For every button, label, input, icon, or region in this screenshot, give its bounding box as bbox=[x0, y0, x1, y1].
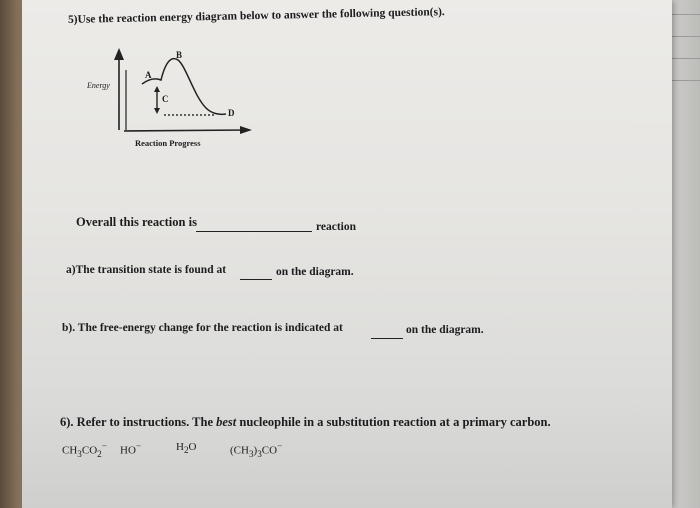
option-1-mid: CO bbox=[81, 444, 98, 457]
overall-reaction-prompt: Overall this reaction is bbox=[76, 215, 197, 229]
progress-axis-arrowhead bbox=[240, 126, 252, 134]
overall-reaction-suffix: reaction bbox=[316, 221, 357, 233]
energy-curve bbox=[142, 59, 226, 115]
question-6-heading-emphasis: best bbox=[216, 415, 237, 429]
option-1-base: CH bbox=[62, 444, 78, 457]
part-b-suffix: on the diagram. bbox=[406, 324, 484, 336]
option-3-sub: 2 bbox=[183, 445, 189, 456]
question-6-heading-end: nucleophile in a substitution reaction at a primary carbon. bbox=[236, 415, 551, 429]
nucleophile-option-acetate[interactable] bbox=[62, 441, 107, 459]
option-4-sub2: 3 bbox=[257, 448, 262, 459]
part-b-blank[interactable] bbox=[371, 338, 403, 339]
point-a-label: A bbox=[145, 70, 152, 80]
nucleophile-option-water[interactable] bbox=[176, 441, 196, 455]
option-2-base: HO bbox=[120, 444, 136, 457]
option-4-sub: 3 bbox=[248, 448, 254, 459]
option-2-charge: − bbox=[135, 441, 142, 451]
option-1-charge: − bbox=[101, 441, 107, 451]
question-5-heading: 5)Use the reaction energy diagram below to answer the following question(s). bbox=[67, 6, 445, 26]
option-4-pre: (CH bbox=[230, 444, 249, 457]
option-4-charge: − bbox=[277, 441, 283, 451]
part-a-prompt: a)The transition state is found at bbox=[66, 264, 227, 276]
point-d-label: D bbox=[228, 108, 235, 118]
overall-reaction-blank[interactable] bbox=[196, 231, 312, 232]
part-a-blank[interactable] bbox=[240, 279, 272, 280]
progress-axis bbox=[124, 130, 248, 131]
part-b-prompt: b). The free-energy change for the reaction is indicated at bbox=[62, 322, 343, 334]
option-1-sub1: 3 bbox=[77, 448, 82, 459]
option-4-end: CO bbox=[261, 444, 278, 457]
option-1-sub2: 2 bbox=[97, 448, 102, 459]
point-c-label: C bbox=[162, 94, 169, 104]
option-4-mid: ) bbox=[253, 444, 258, 457]
nucleophile-option-hydroxide[interactable] bbox=[120, 441, 141, 457]
free-energy-arrowhead-down bbox=[154, 108, 160, 114]
progress-axis-label: Reaction Progress bbox=[135, 138, 201, 148]
option-3-end: O bbox=[188, 441, 197, 453]
question-6-heading-start: 6). Refer to instructions. The bbox=[60, 415, 217, 429]
free-energy-arrowhead-up bbox=[154, 86, 160, 92]
question-6-heading bbox=[60, 415, 551, 430]
energy-axis-arrowhead bbox=[114, 48, 124, 60]
option-3-base: H bbox=[176, 441, 184, 453]
part-a-suffix: on the diagram. bbox=[276, 266, 354, 278]
point-b-label: B bbox=[176, 50, 183, 60]
nucleophile-option-tert-butoxide[interactable] bbox=[230, 441, 282, 459]
energy-axis-label: Energy bbox=[87, 81, 110, 90]
